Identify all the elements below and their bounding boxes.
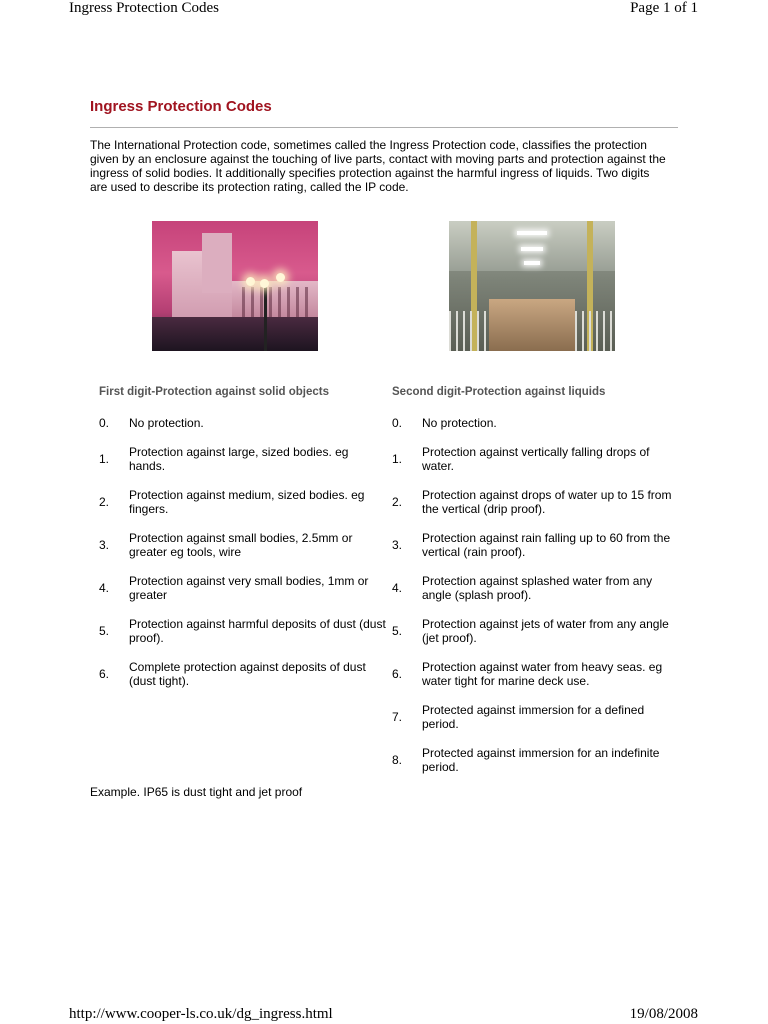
item-text: Protection against vertically falling drops of water. xyxy=(422,445,650,473)
second-digit-list xyxy=(392,415,682,788)
list-item xyxy=(99,444,384,487)
first-digit-heading: First digit-Protection against solid objects xyxy=(99,386,330,398)
item-number: 6. xyxy=(99,667,110,681)
item-text: Protection against jets of water from any angle (jet proof). xyxy=(422,617,669,645)
list-item xyxy=(392,415,682,444)
item-text: Protection against splashed water from any angle (splash proof). xyxy=(422,574,653,602)
print-header-page: Page 1 of 1 xyxy=(630,0,698,16)
item-number: 4. xyxy=(99,581,110,595)
item-number: 1. xyxy=(99,452,110,466)
item-number: 4. xyxy=(392,581,403,595)
list-item xyxy=(99,573,384,616)
print-footer-date: 19/08/2008 xyxy=(629,1006,698,1022)
list-item xyxy=(392,745,682,788)
list-item xyxy=(392,444,682,487)
item-number: 7. xyxy=(392,710,403,724)
item-text: No protection. xyxy=(129,416,204,430)
print-header-title: Ingress Protection Codes xyxy=(69,0,219,16)
list-item xyxy=(392,530,682,573)
list-item xyxy=(392,616,682,659)
item-number: 5. xyxy=(392,624,403,638)
item-text: Protection against drops of water up to 15 from the vertical (drip proof). xyxy=(422,488,672,516)
corridor-photo xyxy=(449,221,615,351)
list-item xyxy=(99,659,384,702)
item-text: Protected against immersion for an indefinite period. xyxy=(422,746,660,774)
print-header xyxy=(0,0,768,20)
list-item xyxy=(99,616,384,659)
intro-paragraph: The International Protection code, sometimes called the Ingress Protection code, classifies the protection given by an enclosure against the touching of live parts, contact with moving parts and protection against the ingress of solid bodies. It additionally specifies protection against the harmful ingress of liquids. Two digits are used to describe its protection rating, called the IP code. xyxy=(90,138,666,194)
item-number: 0. xyxy=(392,416,403,430)
item-text: Protection against very small bodies, 1mm or greater xyxy=(129,574,369,602)
list-item xyxy=(99,487,384,530)
title-divider xyxy=(90,127,678,128)
item-number: 0. xyxy=(99,416,110,430)
list-item xyxy=(99,415,384,444)
item-number: 3. xyxy=(392,538,403,552)
item-number: 2. xyxy=(99,495,110,509)
list-item xyxy=(392,702,682,745)
item-number: 8. xyxy=(392,753,403,767)
item-text: Protection against medium, sized bodies. eg fingers. xyxy=(129,488,365,516)
page-title: Ingress Protection Codes xyxy=(90,98,272,115)
item-number: 1. xyxy=(392,452,403,466)
item-text: Protected against immersion for a defined period. xyxy=(422,703,645,731)
item-text: Protection against large, sized bodies. eg hands. xyxy=(129,445,349,473)
item-number: 5. xyxy=(99,624,110,638)
item-number: 3. xyxy=(99,538,110,552)
print-footer-url: http://www.cooper-ls.co.uk/dg_ingress.html xyxy=(69,1006,333,1022)
item-number: 6. xyxy=(392,667,403,681)
item-text: Complete protection against deposits of dust (dust tight). xyxy=(129,660,366,688)
item-text: Protection against small bodies, 2.5mm or greater eg tools, wire xyxy=(129,531,353,559)
list-item xyxy=(392,573,682,616)
example-text: Example. IP65 is dust tight and jet proof xyxy=(90,785,303,799)
item-text: Protection against water from heavy seas. eg water tight for marine deck use. xyxy=(422,660,663,688)
list-item xyxy=(392,659,682,702)
list-item xyxy=(392,487,682,530)
item-text: No protection. xyxy=(422,416,497,430)
item-text: Protection against harmful deposits of dust (dust proof). xyxy=(129,617,386,645)
print-footer xyxy=(0,1006,768,1024)
first-digit-list xyxy=(99,415,384,702)
item-text: Protection against rain falling up to 60 from the vertical (rain proof). xyxy=(422,531,671,559)
building-photo xyxy=(152,221,318,351)
item-number: 2. xyxy=(392,495,403,509)
second-digit-heading: Second digit-Protection against liquids xyxy=(392,386,606,398)
list-item xyxy=(99,530,384,573)
